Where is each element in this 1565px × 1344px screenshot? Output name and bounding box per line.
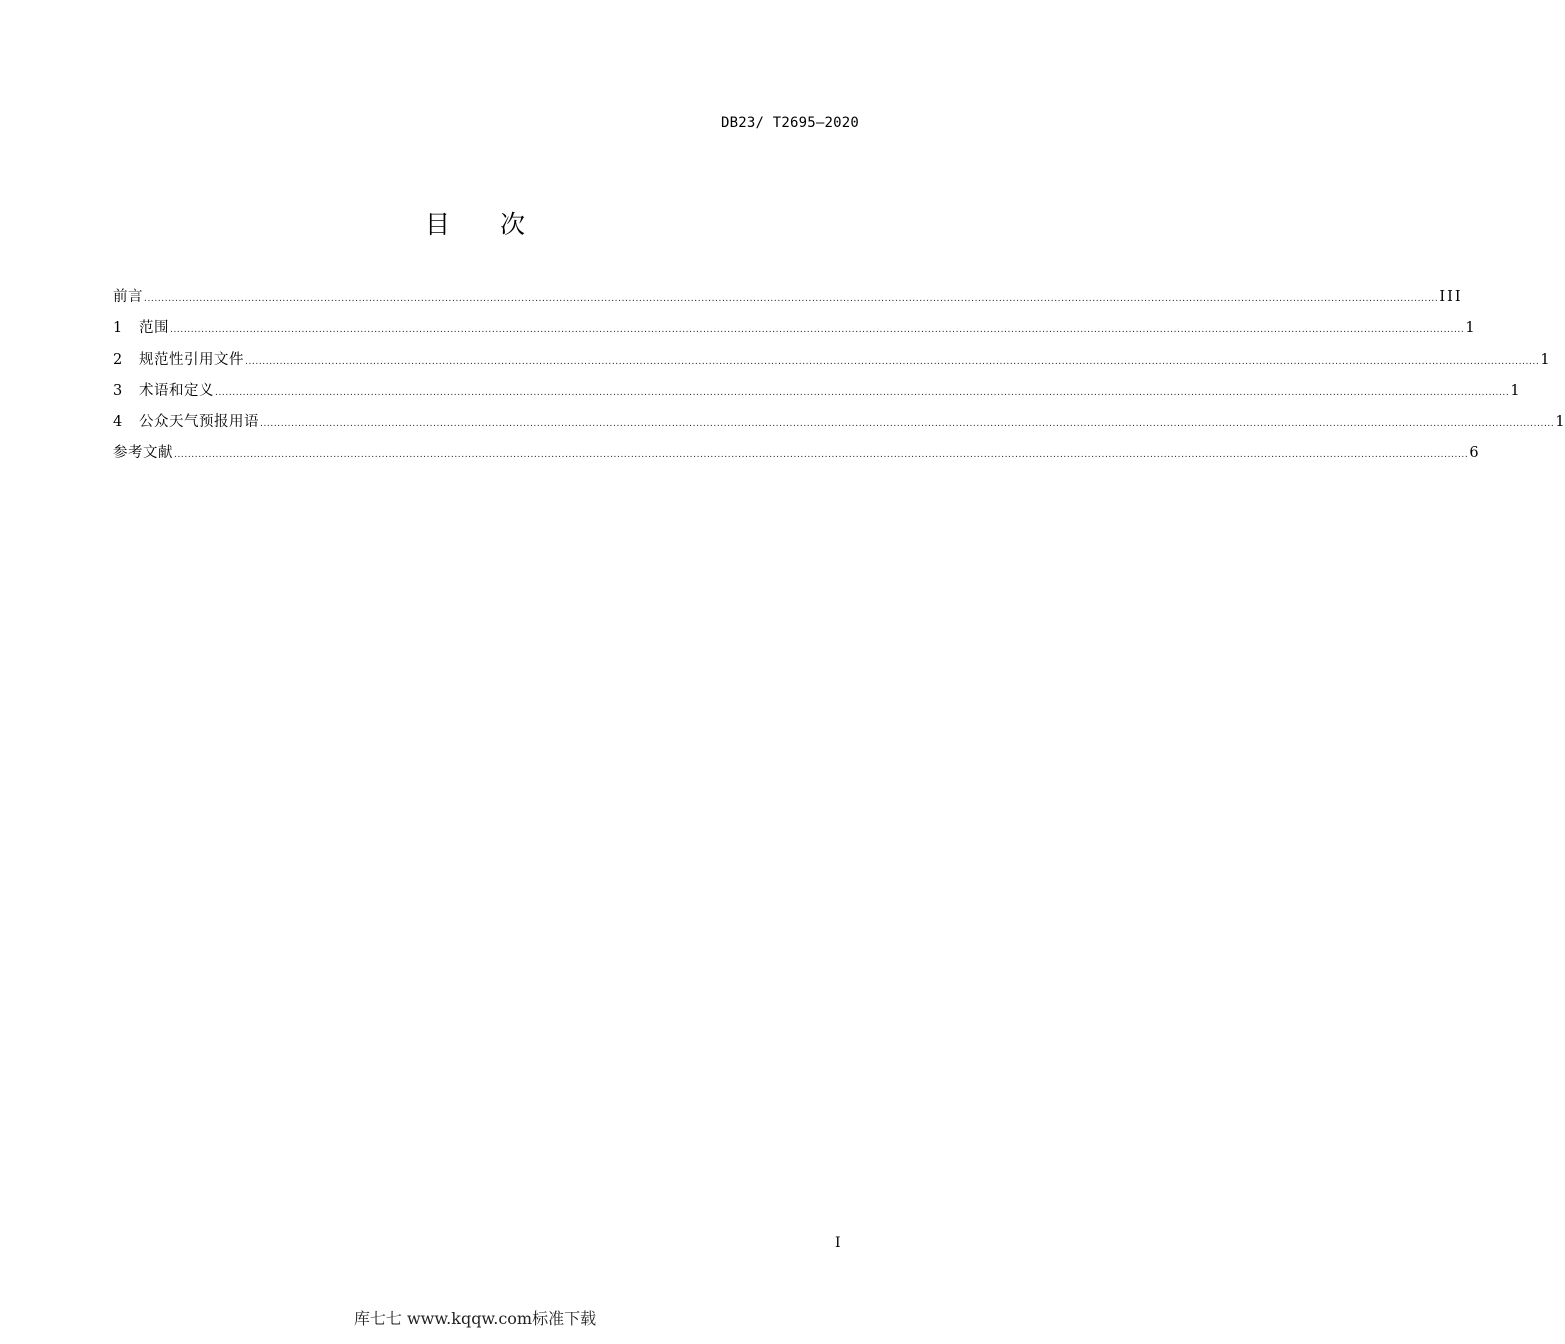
toc-dot-leader: ...................................................................................................................................................................................................................................................................................................................................................................................... (144, 294, 1439, 304)
toc-entry-number: 2 (113, 351, 123, 368)
toc-entry-page: 1 (1540, 351, 1550, 368)
page-title (0, 205, 950, 241)
toc-entry-page: 6 (1469, 445, 1479, 462)
toc-entry-label: 规范性引用文件 (139, 351, 244, 368)
page-title-char-2: 次 (500, 210, 526, 239)
toc-dot-leader: ...................................................................................................................................................................................................................................................................................................................................................................................... (170, 325, 1465, 336)
toc-entry-label: 参考文献 (113, 445, 173, 462)
toc-entry-page: 1 (1465, 320, 1475, 337)
toc-dot-leader: ...................................................................................................................................................................................................................................................................................................................................................................................... (260, 419, 1555, 430)
toc-entry-number: 4 (113, 414, 123, 431)
toc-entry-number: 3 (113, 382, 123, 399)
toc-entry-number: 1 (113, 320, 123, 337)
toc-entry-forecast-terms[interactable] (113, 411, 1565, 442)
toc-dot-leader: ...................................................................................................................................................................................................................................................................................................................................................................................... (215, 387, 1510, 398)
toc-entry-terms-definitions[interactable] (113, 380, 1520, 411)
toc-dot-leader: ...................................................................................................................................................................................................................................................................................................................................................................................... (245, 356, 1540, 367)
site-watermark: 库七七 www.kqqw.com标准下载 (353, 1309, 597, 1328)
toc-entry-label: 术语和定义 (139, 382, 214, 399)
toc-entry-label: 前言 (113, 289, 143, 305)
toc-entry-page: III (1439, 289, 1463, 305)
document-code: DB23/ T2695—2020 (720, 115, 859, 131)
toc-entry-normative-references[interactable] (113, 349, 1550, 380)
toc-entry-page: 1 (1555, 414, 1565, 431)
toc-entry-label: 范围 (139, 320, 169, 337)
toc-entry-label: 公众天气预报用语 (139, 414, 259, 431)
toc-entry-scope[interactable] (113, 317, 1475, 348)
toc-entry-bibliography[interactable] (113, 442, 1479, 473)
table-of-contents (113, 286, 1565, 474)
toc-entry-page: 1 (1510, 382, 1520, 399)
toc-entry-foreword[interactable] (113, 286, 1463, 317)
page-title-char-1: 目 (424, 210, 450, 239)
toc-dot-leader: ...................................................................................................................................................................................................................................................................................................................................................................................... (174, 450, 1469, 461)
page-number: I (835, 1235, 841, 1251)
